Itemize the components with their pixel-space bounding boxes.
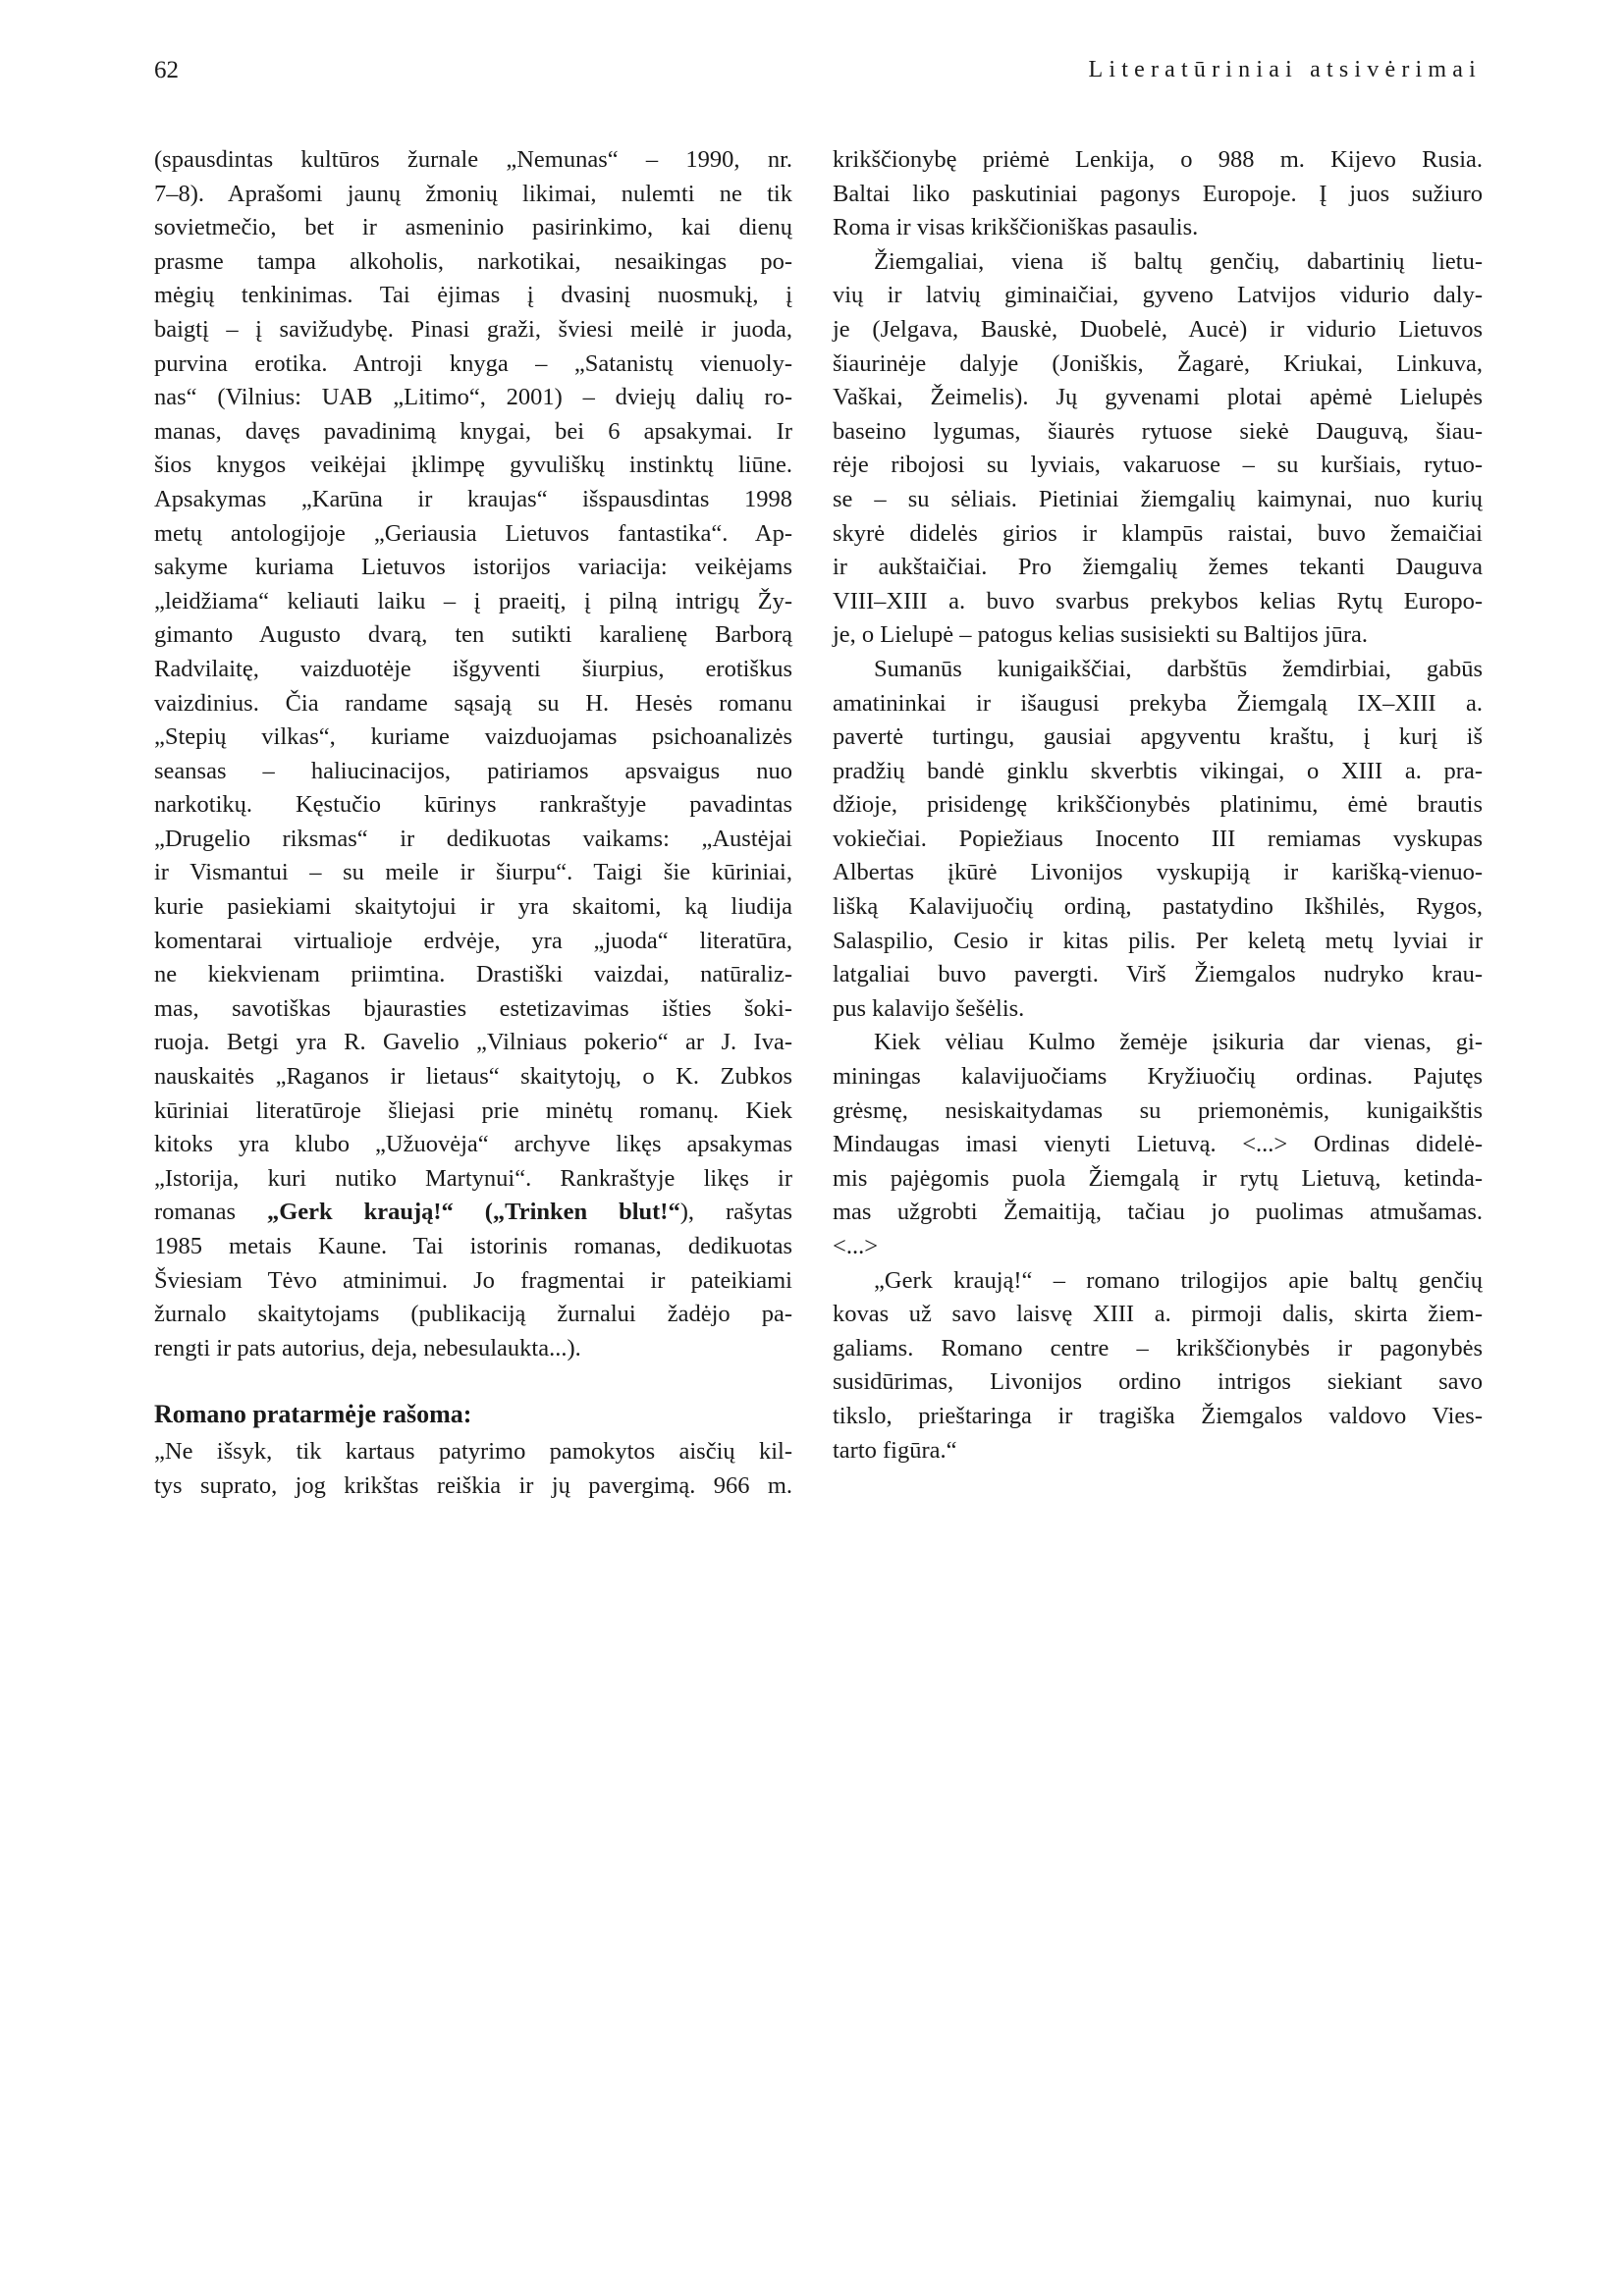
text-span: ), rašytas (679, 1199, 792, 1226)
text-line: je, o Lielupė – patogus kelias susisiekti su Baltijos jūra. (833, 621, 1369, 649)
text-line: rengti ir pats autorius, deja, nebesulaukta...). (154, 1334, 581, 1362)
text-line: „Gerk kraują!“ – romano trilogijos apie baltų genčių (874, 1266, 1483, 1294)
text-line: Kiek vėliau Kulmo žemėje įsikuria dar vienas, gi- (874, 1029, 1483, 1056)
text-line: Žiemgaliai, viena iš baltų genčių, dabartinių lietu- (874, 247, 1483, 275)
text-line: Mindaugas imasi vienyti Lietuvą. <...> Ordinas didelė- (833, 1131, 1483, 1158)
text-line: kitoks yra klubo „Užuovėja“ archyve likęs apsakymas (154, 1131, 792, 1158)
text-line: „Istorija, kuri nutiko Martynui“. Rankraštyje likęs ir (154, 1164, 792, 1192)
text-line: Salaspilio, Cesio ir kitas pilis. Per keletą metų lyviai ir (833, 927, 1483, 954)
paragraph (833, 1026, 1483, 1263)
text-line: vaizdinius. Čia randame sąsają su H. Hesės romanu (154, 689, 792, 717)
text-line: amatininkai ir išaugusi prekyba Žiemgalą IX–XIII a. (833, 689, 1483, 717)
page-number: 62 (154, 57, 179, 83)
paragraph (833, 143, 1483, 245)
text-line: „Stepių vilkas“, kuriame vaizduojamas psichoanalizės (154, 723, 792, 751)
text-line: šios knygos veikėjai įklimpę gyvuliškų instinktų liūne. (154, 452, 792, 479)
text-line: Vaškai, Žeimelis). Jų gyvenami plotai apėmė Lielupės (833, 384, 1483, 411)
text-line: džioje, prisidengę krikščionybės platinimu, ėmė brautis (833, 791, 1483, 819)
text-line: pavertė turtingu, gausiai apgyventu kraštu, į kurį iš (833, 723, 1483, 751)
text-line: grėsmę, nesiskaitydamas su priemonėmis, kunigaikštis (833, 1096, 1483, 1124)
text-line: miningas kalavijuočiams Kryžiuočių ordinas. Pajutęs (833, 1063, 1483, 1091)
bold-title-gerk-krauja: „Gerk kraują!“ ( (266, 1199, 493, 1226)
text-line: baseino lygumas, šiaurės rytuose siekė Dauguvą, šiau- (833, 417, 1483, 445)
paragraph (154, 143, 792, 1196)
paragraph-end (154, 1230, 792, 1365)
text-line: „leidžiama“ keliauti laiku – į praeitį, į pilną intrigų Žy- (154, 587, 792, 614)
text-line: Albertas įkūrė Livonijos vyskupiją ir karišką-vienuo- (833, 859, 1483, 886)
text-span: romanas (154, 1199, 267, 1226)
text-line: vių ir latvių giminaičiai, gyveno Latvijos vidurio daly- (833, 282, 1483, 309)
text-line: Radvilaitę, vaizduotėje išgyventi šiurpius, erotiškus (154, 655, 792, 682)
text-line: mas užgrobti Žemaitiją, tačiau jo puolimas atmušamas. (833, 1199, 1483, 1226)
text-line: seansas – haliucinacijos, patiriamos apsvaigus nuo (154, 757, 792, 784)
bold-title-trinken-blut: „Trinken blut!“ (492, 1199, 680, 1226)
section-heading: Romano pratarmėje rašoma: (154, 1400, 472, 1429)
text-line: ruoja. Betgi yra R. Gavelio „Vilniaus pokerio“ ar J. Iva- (154, 1029, 792, 1056)
text-line: Roma ir visas krikščioniškas pasaulis. (833, 214, 1199, 241)
text-line: pradžių bandė ginklu skverbtis vikingai, o XIII a. pra- (833, 757, 1483, 784)
text-line: tikslo, prieštaringa ir tragiška Žiemgalos valdovo Vies- (833, 1402, 1483, 1429)
text-line: nauskaitės „Raganos ir lietaus“ skaitytojų, o K. Zubkos (154, 1063, 792, 1091)
right-paragraphs (833, 143, 1483, 1468)
text-line: prasme tampa alkoholis, narkotikai, nesaikingas po- (154, 247, 792, 275)
text-line: baigtį – į savižudybę. Pinasi graži, šviesi meilė ir juoda, (154, 315, 792, 343)
text-line: Šviesiam Tėvo atminimui. Jo fragmentai ir pateikiami (154, 1266, 792, 1294)
text-line: je (Jelgava, Bauskė, Duobelė, Aucė) ir vidurio Lietuvos (833, 315, 1483, 343)
running-title: Literatūriniai atsivėrimai (1088, 57, 1482, 82)
text-line: 7–8). Aprašomi jaunų žmonių likimai, nulemti ne tik (154, 180, 792, 207)
text-line: Baltai liko paskutiniai pagonys Europoje. Į juos sužiuro (833, 180, 1483, 207)
quote-paragraph (154, 1435, 792, 1503)
text-line: purvina erotika. Antroji knyga – „Satanistų vienuoly- (154, 349, 792, 377)
text-line: narkotikų. Kęstučio kūrinys rankraštyje pavadintas (154, 791, 792, 819)
left-column (154, 143, 792, 1504)
paragraph (833, 245, 1483, 653)
text-line: „Drugelio riksmas“ ir dedikuotas vaikams: „Austėjai (154, 825, 792, 852)
text-line: latgaliai buvo pavergti. Virš Žiemgalos nudryko krau- (833, 961, 1483, 988)
text-line: ne kiekvienam priimtina. Drastiški vaizdai, natūraliz- (154, 961, 792, 988)
text-line: „Ne išsyk, tik kartaus patyrimo pamokytos aisčių kil- (154, 1438, 792, 1466)
text-line: ir aukštaičiai. Pro žiemgalių žemes tekanti Dauguva (833, 554, 1483, 581)
text-line: metų antologijoje „Geriausia Lietuvos fantastika“. Ap- (154, 519, 792, 547)
text-line: tarto figūra.“ (833, 1436, 957, 1464)
text-line: Apsakymas „Karūna ir kraujas“ išspausdintas 1998 (154, 485, 792, 512)
text-line: susidūrimas, Livonijos ordino intrigos siekiant savo (833, 1368, 1483, 1396)
text-line-with-bold-title (154, 1196, 792, 1230)
text-line: kūriniai literatūroje šliejasi prie minėtų romanų. Kiek (154, 1096, 792, 1124)
text-line: nas“ (Vilnius: UAB „Litimo“, 2001) – dviejų dalių ro- (154, 384, 792, 411)
text-line: lišką Kalavijuočių ordiną, pastatydino Ikšhilės, Rygos, (833, 893, 1483, 921)
text-line: vokiečiai. Popiežiaus Inocento III remiamas vyskupas (833, 825, 1483, 852)
text-line: sakyme kuriama Lietuvos istorijos variacija: veikėjams (154, 554, 792, 581)
text-line: 1985 metais Kaune. Tai istorinis romanas, dedikuotas (154, 1233, 792, 1259)
text-line: krikščionybę priėmė Lenkija, o 988 m. Kijevo Rusia. (833, 146, 1483, 173)
text-line: šiaurinėje dalyje (Joniškis, Žagarė, Kriukai, Linkuva, (833, 349, 1483, 377)
text-line: tys suprato, jog krikštas reiškia ir jų pavergimą. 966 m. (154, 1471, 792, 1499)
paragraph (833, 1264, 1483, 1468)
text-line: skyrė didelės girios ir klampūs raistai, buvo žemaičiai (833, 519, 1483, 547)
text-line: kovas už savo laisvę XIII a. pirmoji dalis, skirta žiem- (833, 1301, 1483, 1328)
text-line: se – su sėliais. Pietiniai žiemgalių kaimynai, nuo kurių (833, 485, 1483, 512)
text-line: žurnalo skaitytojams (publikaciją žurnalui žadėjo pa- (154, 1301, 792, 1328)
text-line: ir Vismantui – su meile ir šiurpu“. Taigi šie kūriniai, (154, 859, 792, 886)
text-line: gimanto Augusto dvarą, ten sutikti karalienę Barborą (154, 621, 792, 649)
text-line: mas, savotiškas bjaurasties estetizavimas išties šoki- (154, 994, 792, 1022)
text-line: rėje ribojosi su lyviais, vakaruose – su kuršiais, rytuo- (833, 452, 1483, 479)
right-column (833, 143, 1483, 1468)
text-line: VIII–XIII a. buvo svarbus prekybos kelias Rytų Europo- (833, 587, 1483, 614)
paragraph (833, 653, 1483, 1027)
text-line: mis pajėgomis puola Žiemgalą ir rytų Lietuvą, ketinda- (833, 1164, 1483, 1192)
text-line: (spausdintas kultūros žurnale „Nemunas“ – 1990, nr. (154, 146, 792, 173)
text-line: Sumanūs kunigaikščiai, darbštūs žemdirbiai, gabūs (874, 655, 1483, 682)
text-line: galiams. Romano centre – krikščionybės ir pagonybės (833, 1334, 1483, 1362)
text-line: <...> (833, 1233, 879, 1259)
text-line: sovietmečio, bet ir asmeninio pasirinkimo, kai dienų (154, 214, 792, 241)
text-line: manas, davęs pavadinimą knygai, bei 6 apsakymai. Ir (154, 417, 792, 445)
text-line: kurie pasiekiami skaitytojui ir yra skaitomi, ką liudija (154, 893, 792, 921)
text-line: komentarai virtualioje erdvėje, yra „juoda“ literatūra, (154, 927, 792, 954)
text-line: pus kalavijo šešėlis. (833, 994, 1025, 1022)
text-line: mėgių tenkinimas. Tai ėjimas į dvasinį nuosmukį, į (154, 282, 792, 309)
